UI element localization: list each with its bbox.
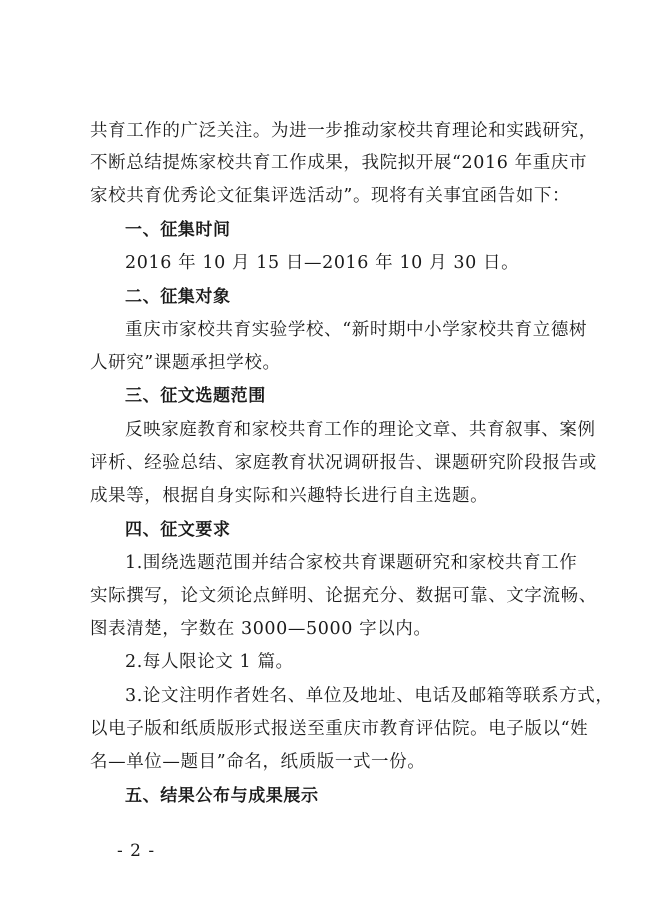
paragraph-line: 反映家庭教育和家校共育工作的理论文章、共育叙事、案例 bbox=[125, 420, 596, 440]
page-number: - 2 - bbox=[117, 841, 156, 861]
paragraph-line: 成果等，根据自身实际和兴趣特长进行自主选题。 bbox=[90, 486, 489, 506]
paragraph-line: 家校共育优秀论文征集评选活动”。现将有关事宜函告如下： bbox=[90, 186, 571, 206]
section-heading: 三、征文选题范围 bbox=[125, 386, 266, 406]
section-heading: 四、征文要求 bbox=[125, 520, 231, 540]
paragraph-line: 实际撰写，论文须论点鲜明、论据充分、数据可靠、文字流畅、 bbox=[90, 586, 597, 606]
paragraph-line: 3.论文注明作者姓名、单位及地址、电话及邮箱等联系方式， bbox=[125, 686, 614, 706]
paragraph-line: 不断总结提炼家校共育工作成果，我院拟开展“2016 年重庆市 bbox=[90, 153, 588, 173]
paragraph-line: 重庆市家校共育实验学校、“新时期中小学家校共育立德树 bbox=[125, 320, 588, 340]
paragraph-line: 以电子版和纸质版形式报送至重庆市教育评估院。电子版以“姓 bbox=[90, 719, 589, 739]
paragraph-line: 2016 年 10 月 15 日—2016 年 10 月 30 日。 bbox=[125, 253, 520, 273]
paragraph-line: 1.围绕选题范围并结合家校共育课题研究和家校共育工作 bbox=[125, 553, 578, 573]
paragraph-line: 2.每人限论文 1 篇。 bbox=[125, 652, 294, 672]
paragraph-line: 图表清楚，字数在 3000—5000 字以内。 bbox=[90, 619, 432, 639]
paragraph-line: 名—单位—题目”命名，纸质版一式一份。 bbox=[90, 752, 426, 772]
paragraph-line: 评析、经验总结、家庭教育状况调研报告、课题研究阶段报告或 bbox=[90, 453, 597, 473]
paragraph-line: 人研究”课题承担学校。 bbox=[90, 353, 281, 373]
paragraph-line: 共育工作的广泛关注。为进一步推动家校共育理论和实践研究， bbox=[90, 121, 597, 141]
section-heading: 一、征集时间 bbox=[125, 220, 231, 240]
section-heading: 二、征集对象 bbox=[125, 287, 231, 307]
section-heading: 五、结果公布与成果展示 bbox=[125, 786, 319, 806]
